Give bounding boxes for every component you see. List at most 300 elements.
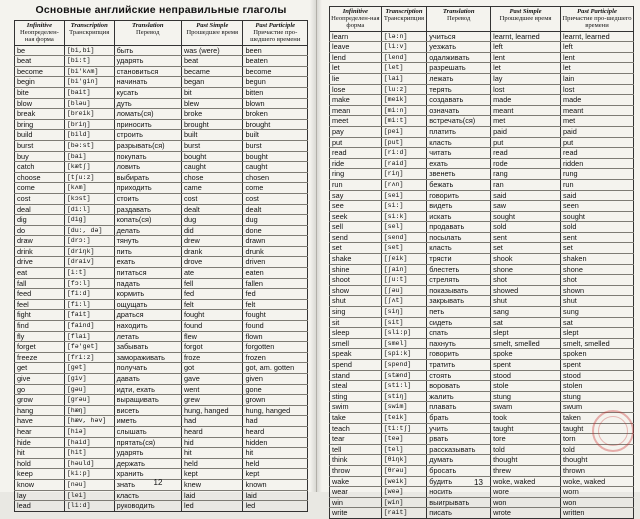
cell-translation: бежать <box>427 179 491 190</box>
table-row <box>15 278 308 289</box>
cell-translation: учиться <box>427 31 491 42</box>
table-row <box>15 384 308 395</box>
cell-past-simple: felt <box>181 299 243 310</box>
table-row <box>15 151 308 162</box>
cell-infinitive: run <box>330 179 382 190</box>
cell-transcription: [hiə] <box>64 426 114 437</box>
cell-transcription: [tʃu:z] <box>64 172 114 183</box>
cell-transcription: [stiŋ] <box>381 391 427 402</box>
cell-transcription: [swim] <box>381 402 427 413</box>
cell-transcription: [set] <box>381 243 427 254</box>
cell-past-participle: sung <box>561 307 634 318</box>
cell-past-simple: shook <box>491 254 561 265</box>
table-row <box>330 402 634 413</box>
cell-past-participle: hit <box>243 448 308 459</box>
cell-transcription: [si:k] <box>381 211 427 222</box>
cell-infinitive: find <box>15 321 65 332</box>
table-row <box>15 172 308 183</box>
verbs-table-left-body <box>15 45 308 511</box>
cell-infinitive: leave <box>330 42 382 53</box>
cell-past-simple: swam <box>491 402 561 413</box>
cell-translation: забывать <box>114 342 181 353</box>
table-row <box>330 275 634 286</box>
verbs-table-right-body <box>330 31 634 518</box>
cell-past-simple: beat <box>181 56 243 67</box>
cell-past-simple: shut <box>491 296 561 307</box>
cell-past-simple: held <box>181 458 243 469</box>
cell-past-participle: been <box>243 45 308 56</box>
cell-past-simple: stung <box>491 391 561 402</box>
table-row <box>330 497 634 508</box>
table-row <box>330 307 634 318</box>
table-header-row <box>15 21 308 46</box>
cell-past-simple: heard <box>181 426 243 437</box>
cell-past-participle: dealt <box>243 204 308 215</box>
cell-infinitive: read <box>330 148 382 159</box>
verbs-table-right <box>329 6 634 519</box>
header-past-participle: Past Participle Причастие про-шедшего времени <box>562 8 632 30</box>
cell-translation: выбирать <box>114 172 181 183</box>
cell-infinitive: burst <box>15 140 65 151</box>
table-row <box>330 349 634 360</box>
cell-translation: ощущать <box>114 299 181 310</box>
cell-transcription: [bild] <box>64 130 114 141</box>
cell-infinitive: see <box>330 201 382 212</box>
cell-translation: посылать <box>427 232 491 243</box>
header-past-participle: Past Participle Причастие про-шедшего времени <box>243 21 308 46</box>
cell-transcription: [li:d] <box>64 501 114 512</box>
header-infinitive: Infinitive Неопределен-ная форма <box>331 8 380 30</box>
cell-past-simple: built <box>181 130 243 141</box>
cell-transcription: [spi:k] <box>381 349 427 360</box>
cell-past-simple: laid <box>181 490 243 501</box>
table-row <box>15 268 308 279</box>
cell-infinitive: cost <box>15 193 65 204</box>
cell-translation: прятать(ся) <box>114 437 181 448</box>
cell-past-simple: blew <box>181 98 243 109</box>
cell-past-simple: drove <box>181 257 243 268</box>
cell-translation: падать <box>114 278 181 289</box>
cell-translation: трясти <box>427 254 491 265</box>
cell-past-participle: worn <box>561 487 634 498</box>
cell-past-simple: caught <box>181 162 243 173</box>
cell-infinitive: bite <box>15 87 65 98</box>
table-row <box>15 331 308 342</box>
cell-infinitive: sell <box>330 222 382 233</box>
header-past-simple: Past Simple Прошедшее время <box>181 21 243 46</box>
cell-translation: делать <box>114 225 181 236</box>
cell-infinitive: smell <box>330 338 382 349</box>
table-row <box>330 42 634 53</box>
cell-past-simple: ran <box>491 179 561 190</box>
cell-infinitive: blow <box>15 98 65 109</box>
cell-past-participle: thrown <box>561 465 634 476</box>
cell-infinitive: ring <box>330 169 382 180</box>
table-row <box>15 437 308 448</box>
cell-past-simple: rode <box>491 158 561 169</box>
cell-past-simple: chose <box>181 172 243 183</box>
cell-transcription: [weə] <box>381 487 427 498</box>
cell-infinitive: deal <box>15 204 65 215</box>
cell-infinitive: swim <box>330 402 382 413</box>
cell-past-participle: forgotten <box>243 342 308 353</box>
cell-past-participle: felt <box>243 299 308 310</box>
cell-infinitive: begin <box>15 77 65 88</box>
cell-past-simple: was (were) <box>181 45 243 56</box>
cell-transcription: [faind] <box>64 321 114 332</box>
cell-past-participle: drunk <box>243 246 308 257</box>
cell-infinitive: lead <box>15 501 65 512</box>
cell-past-simple: bit <box>181 87 243 98</box>
cell-past-simple: saw <box>491 201 561 212</box>
cell-infinitive: lose <box>330 84 382 95</box>
cell-translation: иметь <box>114 416 181 427</box>
cell-past-simple: went <box>181 384 243 395</box>
cell-past-simple: knew <box>181 479 243 490</box>
cell-past-participle: brought <box>243 119 308 130</box>
table-row <box>15 56 308 67</box>
cell-translation: ударять <box>114 448 181 459</box>
cell-past-participle: grown <box>243 395 308 406</box>
cell-infinitive: come <box>15 183 65 194</box>
cell-infinitive: wear <box>330 487 382 498</box>
header-translation: Translation Перевод <box>427 7 491 32</box>
cell-past-participle: drawn <box>243 236 308 247</box>
cell-transcription: [ʃu:t] <box>381 275 427 286</box>
cell-infinitive: dig <box>15 215 65 226</box>
cell-past-participle: swum <box>561 402 634 413</box>
cell-translation: плавать <box>427 402 491 413</box>
table-row <box>330 434 634 445</box>
cell-infinitive: tear <box>330 434 382 445</box>
table-row <box>330 169 634 180</box>
cell-translation: учить <box>427 423 491 434</box>
cell-past-participle: made <box>561 95 634 106</box>
table-row <box>330 254 634 265</box>
cell-past-participle: woke, waked <box>561 476 634 487</box>
cell-past-participle: taken <box>561 412 634 423</box>
cell-past-participle: spoken <box>561 349 634 360</box>
cell-past-participle: cost <box>243 193 308 204</box>
cell-transcription: [mi:n] <box>381 105 427 116</box>
cell-infinitive: be <box>15 45 65 56</box>
cell-past-simple: put <box>491 137 561 148</box>
cell-translation: выигрывать <box>427 497 491 508</box>
cell-infinitive: build <box>15 130 65 141</box>
cell-translation: хранить <box>114 469 181 480</box>
cell-transcription: [gəu] <box>64 384 114 395</box>
cell-translation: приходить <box>114 183 181 194</box>
cell-past-simple: tore <box>491 434 561 445</box>
cell-past-simple: smelt, smelled <box>491 338 561 349</box>
cell-transcription: [teik] <box>381 412 427 423</box>
cell-past-simple: got <box>181 363 243 374</box>
cell-transcription: [fɔ:l] <box>64 278 114 289</box>
cell-infinitive: drink <box>15 246 65 257</box>
cell-infinitive: lay <box>15 490 65 501</box>
cell-transcription: [du:, də] <box>64 225 114 236</box>
table-row <box>15 183 308 194</box>
page-number-left: 12 <box>153 478 163 487</box>
cell-past-simple: became <box>181 66 243 77</box>
table-row <box>330 116 634 127</box>
cell-past-participle: beaten <box>243 56 308 67</box>
cell-past-simple: showed <box>491 285 561 296</box>
cell-transcription: [driŋk] <box>64 246 114 257</box>
cell-translation: становиться <box>114 66 181 77</box>
cell-past-participle: seen <box>561 201 634 212</box>
cell-past-simple: flew <box>181 331 243 342</box>
table-row <box>15 77 308 88</box>
cell-infinitive: do <box>15 225 65 236</box>
table-row <box>15 501 308 512</box>
cell-past-simple: spoke <box>491 349 561 360</box>
cell-past-participle: sent <box>561 232 634 243</box>
cell-translation: висеть <box>114 405 181 416</box>
cell-transcription: [ʃeik] <box>381 254 427 265</box>
table-row <box>330 52 634 63</box>
cell-past-participle: found <box>243 321 308 332</box>
cell-translation: ломать(ся) <box>114 109 181 120</box>
cell-past-simple: fell <box>181 278 243 289</box>
cell-transcription: [sti:l] <box>381 381 427 392</box>
cell-transcription: [sit] <box>381 317 427 328</box>
cell-transcription: [rait] <box>381 508 427 519</box>
table-row <box>330 63 634 74</box>
cell-infinitive: forget <box>15 342 65 353</box>
cell-infinitive: hide <box>15 437 65 448</box>
cell-past-simple: broke <box>181 109 243 120</box>
cell-past-participle: set <box>561 243 634 254</box>
header-transcription: Transcription Транскрипция <box>64 21 114 46</box>
cell-transcription: [kɔst] <box>64 193 114 204</box>
cell-past-simple: told <box>491 444 561 455</box>
cell-transcription: [dig] <box>64 215 114 226</box>
cell-past-simple: dug <box>181 215 243 226</box>
cell-transcription: [ti:tʃ] <box>381 423 427 434</box>
cell-translation: говорить <box>427 349 491 360</box>
cell-past-simple: did <box>181 225 243 236</box>
cell-translation: выращивать <box>114 395 181 406</box>
cell-past-simple: sought <box>491 211 561 222</box>
cell-past-participle: become <box>243 66 308 77</box>
cell-past-simple: left <box>491 42 561 53</box>
cell-translation: лежать <box>427 73 491 84</box>
cell-transcription: [sel] <box>381 222 427 233</box>
cell-past-simple: learnt, learned <box>491 31 561 42</box>
cell-infinitive: become <box>15 66 65 77</box>
cell-past-participle: had <box>243 416 308 427</box>
cell-past-participle: led <box>243 501 308 512</box>
table-row <box>15 225 308 236</box>
table-row <box>330 126 634 137</box>
cell-past-participle: run <box>561 179 634 190</box>
cell-translation: жалить <box>427 391 491 402</box>
cell-transcription: [i:t] <box>64 268 114 279</box>
cell-past-participle: broken <box>243 109 308 120</box>
cell-infinitive: make <box>330 95 382 106</box>
cell-infinitive: show <box>330 285 382 296</box>
table-row <box>15 236 308 247</box>
cell-translation: стрелять <box>427 275 491 286</box>
cell-past-participle: met <box>561 116 634 127</box>
cell-translation: летать <box>114 331 181 342</box>
cell-translation: тратить <box>427 360 491 371</box>
table-row <box>15 204 308 215</box>
cell-transcription: [rʌn] <box>381 179 427 190</box>
table-row <box>330 328 634 339</box>
cell-past-simple: forgot <box>181 342 243 353</box>
table-row <box>330 264 634 275</box>
cell-transcription: [si:] <box>381 201 427 212</box>
cell-past-participle: fallen <box>243 278 308 289</box>
table-row <box>15 426 308 437</box>
watermark-stamp <box>592 410 634 452</box>
cell-translation: кормить <box>114 289 181 300</box>
cell-infinitive: win <box>330 497 382 508</box>
cell-transcription: [lu:z] <box>381 84 427 95</box>
cell-past-participle: lent <box>561 52 634 63</box>
cell-infinitive: meet <box>330 116 382 127</box>
cell-infinitive: seek <box>330 211 382 222</box>
cell-past-simple: sold <box>491 222 561 233</box>
cell-transcription: [θiŋk] <box>381 455 427 466</box>
table-row <box>15 289 308 300</box>
cell-past-simple: brought <box>181 119 243 130</box>
cell-translation: строить <box>114 130 181 141</box>
cell-transcription: [breik] <box>64 109 114 120</box>
cell-past-participle: blown <box>243 98 308 109</box>
table-row <box>330 285 634 296</box>
cell-translation: будить <box>427 476 491 487</box>
cell-translation: быть <box>114 45 181 56</box>
table-row <box>330 465 634 476</box>
table-row <box>15 87 308 98</box>
cell-past-simple: thought <box>491 455 561 466</box>
table-row <box>15 395 308 406</box>
cell-past-participle: shot <box>561 275 634 286</box>
table-row <box>330 201 634 212</box>
cell-translation: бросать <box>427 465 491 476</box>
cell-infinitive: tell <box>330 444 382 455</box>
cell-infinitive: mean <box>330 105 382 116</box>
cell-infinitive: say <box>330 190 382 201</box>
table-row <box>15 162 308 173</box>
table-row <box>330 158 634 169</box>
cell-past-simple: meant <box>491 105 561 116</box>
cell-past-participle: flown <box>243 331 308 342</box>
cell-translation: рвать <box>427 434 491 445</box>
cell-transcription: [bi,bi] <box>64 45 114 56</box>
cell-transcription: [bi:t] <box>64 56 114 67</box>
cell-transcription: [ki:p] <box>64 469 114 480</box>
cell-past-simple: stood <box>491 370 561 381</box>
cell-past-participle: let <box>561 63 634 74</box>
cell-past-participle: given <box>243 374 308 385</box>
cell-infinitive: sit <box>330 317 382 328</box>
cell-infinitive: fight <box>15 310 65 321</box>
cell-infinitive: spend <box>330 360 382 371</box>
cell-infinitive: wake <box>330 476 382 487</box>
table-row <box>330 232 634 243</box>
cell-transcription: [bi'kʌm] <box>64 66 114 77</box>
cell-past-participle: spent <box>561 360 634 371</box>
cell-past-simple: led <box>181 501 243 512</box>
cell-infinitive: stand <box>330 370 382 381</box>
cell-transcription: [kʌm] <box>64 183 114 194</box>
cell-transcription: [drɔ:] <box>64 236 114 247</box>
table-row <box>330 137 634 148</box>
cell-past-participle: built <box>243 130 308 141</box>
cell-past-simple: hid <box>181 437 243 448</box>
table-row <box>330 508 634 519</box>
cell-past-participle: gone <box>243 384 308 395</box>
cell-transcription: [lend] <box>381 52 427 63</box>
cell-past-simple: fought <box>181 310 243 321</box>
cell-translation: брать <box>427 412 491 423</box>
cell-infinitive: let <box>330 63 382 74</box>
table-row <box>15 352 308 363</box>
table-row <box>15 448 308 459</box>
cell-translation: одалживать <box>427 52 491 63</box>
cell-past-participle: rung <box>561 169 634 180</box>
cell-past-simple: rang <box>491 169 561 180</box>
table-row <box>15 119 308 130</box>
table-row <box>330 211 634 222</box>
cell-translation: пахнуть <box>427 338 491 349</box>
cell-translation: драться <box>114 310 181 321</box>
cell-translation: звенеть <box>427 169 491 180</box>
cell-infinitive: grow <box>15 395 65 406</box>
cell-past-simple: drank <box>181 246 243 257</box>
cell-translation: руководить <box>114 501 181 512</box>
cell-past-participle: won <box>561 497 634 508</box>
cell-transcription: [ʃʌt] <box>381 296 427 307</box>
cell-transcription: [grəu] <box>64 395 114 406</box>
cell-infinitive: teach <box>330 423 382 434</box>
cell-past-simple: let <box>491 63 561 74</box>
cell-infinitive: feel <box>15 299 65 310</box>
cell-past-participle: shone <box>561 264 634 275</box>
cell-transcription: [lai] <box>381 73 427 84</box>
cell-translation: продавать <box>427 222 491 233</box>
cell-translation: идти, ехать <box>114 384 181 395</box>
cell-past-participle: known <box>243 479 308 490</box>
cell-past-participle: said <box>561 190 634 201</box>
cell-past-simple: shot <box>491 275 561 286</box>
cell-past-simple: lent <box>491 52 561 63</box>
cell-transcription: [siŋ] <box>381 307 427 318</box>
table-row <box>330 222 634 233</box>
cell-transcription: [fi:d] <box>64 289 114 300</box>
cell-past-simple: drew <box>181 236 243 247</box>
table-row <box>330 190 634 201</box>
cell-translation: означать <box>427 105 491 116</box>
cell-transcription: [let] <box>381 63 427 74</box>
cell-transcription: [θrəu] <box>381 465 427 476</box>
cell-past-simple: threw <box>491 465 561 476</box>
cell-infinitive: know <box>15 479 65 490</box>
cell-past-simple: won <box>491 497 561 508</box>
cell-past-participle: fought <box>243 310 308 321</box>
page-title: Основные английские неправильные глаголы <box>35 4 287 16</box>
cell-translation: стоить <box>114 193 181 204</box>
cell-infinitive: send <box>330 232 382 243</box>
table-row <box>330 296 634 307</box>
cell-past-simple: took <box>491 412 561 423</box>
cell-translation: закрывать <box>427 296 491 307</box>
cell-past-simple: lost <box>491 84 561 95</box>
